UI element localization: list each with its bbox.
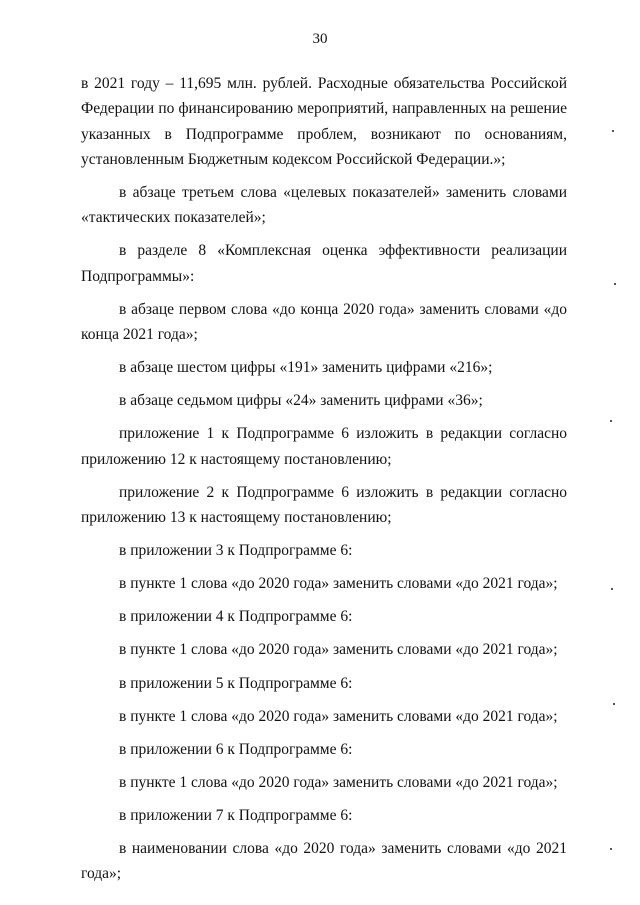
paragraph: в разделе 8 «Комплексная оценка эффективности реализации Подпрограммы»:: [81, 242, 567, 285]
paragraph: в пункте 1 слова «до 2020 года» заменить словами «до 2021 года»;: [119, 707, 558, 725]
paragraph: в приложении 6 к Подпрограмме 6:: [119, 740, 353, 758]
paragraph: в наименовании слова «до 2020 года» заменить словами «до 2021 года»;: [81, 839, 567, 883]
paragraph: в абзаце первом слова «до конца 2020 года» заменить словами «до конца 2021 года»;: [81, 300, 567, 344]
paragraph: в приложении 7 к Подпрограмме 6:: [119, 806, 353, 824]
paragraph: в пункте 1 слова «до 2020 года» заменить словами «до 2021 года»;: [119, 773, 558, 791]
paragraph: в абзаце третьем слова «целевых показателей» заменить словами «тактических показателей»;: [81, 183, 567, 227]
paragraph: приложение 1 к Подпрограмме 6 изложить в редакции согласно приложению 12 к настоящему постановлению;: [81, 425, 567, 468]
paragraph: в приложении 3 к Подпрограмме 6:: [119, 542, 353, 560]
paragraph: в пункте 1 слова «до 2020 года» заменить словами «до 2021 года»;: [119, 641, 558, 659]
document-body: [81, 71, 567, 887]
paragraph: в приложении 5 к Подпрограмме 6:: [119, 674, 353, 692]
paragraph: приложение 2 к Подпрограмме 6 изложить в редакции согласно приложению 13 к настоящему постановлению;: [81, 483, 567, 527]
paragraph: в 2021 году – 11,695 млн. рублей. Расходные обязательства Российской Федерации по финансированию мероприятий, направленных на решение указанных в Подпрограмме проблем, возникают по основаниям, установленным Бюджетным кодексом Российской Федерации.»;: [81, 75, 567, 168]
paragraph: в абзаце седьмом цифры «24» заменить цифрами «36»;: [119, 392, 483, 410]
paragraph: в приложении 4 к Подпрограмме 6:: [119, 608, 353, 626]
paragraph: в пункте 1 слова «до 2020 года» заменить словами «до 2021 года»;: [119, 575, 558, 593]
page-number: 30: [312, 31, 328, 47]
paragraph: в абзаце шестом цифры «191» заменить цифрами «216»;: [119, 359, 493, 377]
